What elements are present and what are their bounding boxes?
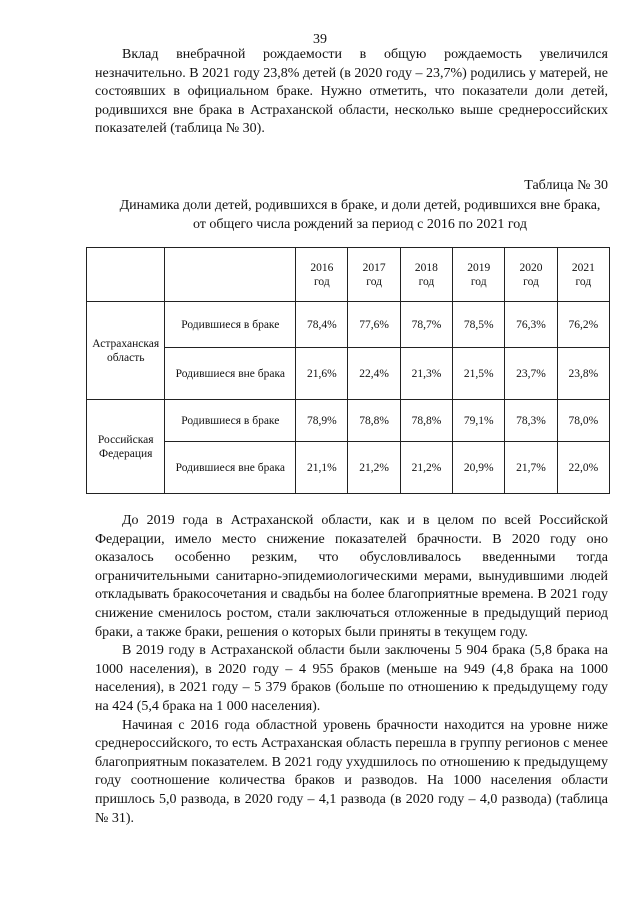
- value-cell: 78,8%: [400, 400, 452, 442]
- year-header: 2019 год: [453, 248, 505, 302]
- value-cell: 78,8%: [348, 400, 400, 442]
- value-cell: 21,1%: [296, 442, 348, 494]
- paragraph-extramarital-births: Вклад внебрачной рождаемости в общую рождаемость увеличился незначительно. В 2021 году 23,8% детей (в 2020 году – 23,7%) родились у матерей, не состоявших в официальном браке. Нужно отметить, что показатели доли детей, родившихся вне брака в Астраханской области, несколько выше среднероссийских показателей (таблица № 30).: [95, 47, 608, 137]
- value-cell: 76,2%: [557, 302, 609, 348]
- table-row: [87, 302, 610, 348]
- value-cell: 22,0%: [557, 442, 609, 494]
- value-cell: 22,4%: [348, 348, 400, 400]
- value-cell: 21,2%: [400, 442, 452, 494]
- year-header: 2017 год: [348, 248, 400, 302]
- table-row: [87, 348, 610, 400]
- table-number: Таблица № 30: [524, 178, 608, 193]
- table-row: [87, 400, 610, 442]
- year-header: 2020 год: [505, 248, 557, 302]
- category-cell: Родившиеся в браке: [165, 400, 296, 442]
- value-cell: 79,1%: [453, 400, 505, 442]
- value-cell: 21,6%: [296, 348, 348, 400]
- body-text-block: [95, 512, 608, 828]
- value-cell: 23,7%: [505, 348, 557, 400]
- value-cell: 76,3%: [505, 302, 557, 348]
- category-cell: Родившиеся в браке: [165, 302, 296, 348]
- value-cell: 20,9%: [453, 442, 505, 494]
- value-cell: 78,0%: [557, 400, 609, 442]
- category-cell: Родившиеся вне брака: [165, 348, 296, 400]
- value-cell: 21,7%: [505, 442, 557, 494]
- page-number: 39: [313, 32, 327, 47]
- value-cell: 21,2%: [348, 442, 400, 494]
- value-cell: 21,3%: [400, 348, 452, 400]
- region-cell: Российская Федерация: [87, 400, 165, 494]
- category-cell: Родившиеся вне брака: [165, 442, 296, 494]
- table-row: [87, 442, 610, 494]
- value-cell: 23,8%: [557, 348, 609, 400]
- value-cell: 77,6%: [348, 302, 400, 348]
- year-header: 2018 год: [400, 248, 452, 302]
- value-cell: 78,5%: [453, 302, 505, 348]
- value-cell: 21,5%: [453, 348, 505, 400]
- value-cell: 78,3%: [505, 400, 557, 442]
- header-empty-cell: [87, 248, 165, 302]
- region-cell: Астраханская область: [87, 302, 165, 400]
- paragraph-marriage-counts: В 2019 году в Астраханской области были заключены 5 904 брака (5,8 брака на 1000 населения), в 2020 году – 4 955 браков (меньше на 949 (4,8 брака на 1000 населения), в 2021 году – 5 379 браков (больше по отношению к предыдущему году на 424 (5,4 брака на 1 000 населения).: [95, 643, 608, 714]
- paragraph-marriage-decline: До 2019 года в Астраханской области, как и в целом по всей Российской Федерации, имело место снижение показателей брачности. В 2020 году оно оказалось особенно резким, что обусловливалось введенными тогда ограничительными санитарно-эпидемиологическими мерами, вынудившими людей откладывать бракосочетания и свадьбы на более благоприятные времена. В 2021 году снижение сменилось ростом, стали заключаться отложенные в предыдущий период браки, а также браки, решения о которых были приняты в текущем году.: [95, 513, 608, 640]
- year-header: 2016 год: [296, 248, 348, 302]
- value-cell: 78,9%: [296, 400, 348, 442]
- table-caption: Динамика доли детей, родившихся в браке, и доли детей, родившихся вне брака, от общего числа рождений за период с 2016 по 2021 год: [119, 198, 601, 232]
- paragraph-marriage-divorce-ratio: Начиная с 2016 года областной уровень брачности находится на уровне ниже среднероссийского, то есть Астраханская область перешла в группу регионов с менее благоприятным показателем. В 2021 году ухудшилось по отношению к предыдущему году соотношение количества браков и разводов. На 1000 населения области пришлось 5,0 развода, в 2020 году – 4,1 развода (в 2020 году – 4,0 развода) (таблица № 31).: [95, 717, 608, 826]
- value-cell: 78,4%: [296, 302, 348, 348]
- births-table: [86, 247, 610, 494]
- value-cell: 78,7%: [400, 302, 452, 348]
- table-header-row: [87, 248, 610, 302]
- header-empty-cell: [165, 248, 296, 302]
- year-header: 2021 год: [557, 248, 609, 302]
